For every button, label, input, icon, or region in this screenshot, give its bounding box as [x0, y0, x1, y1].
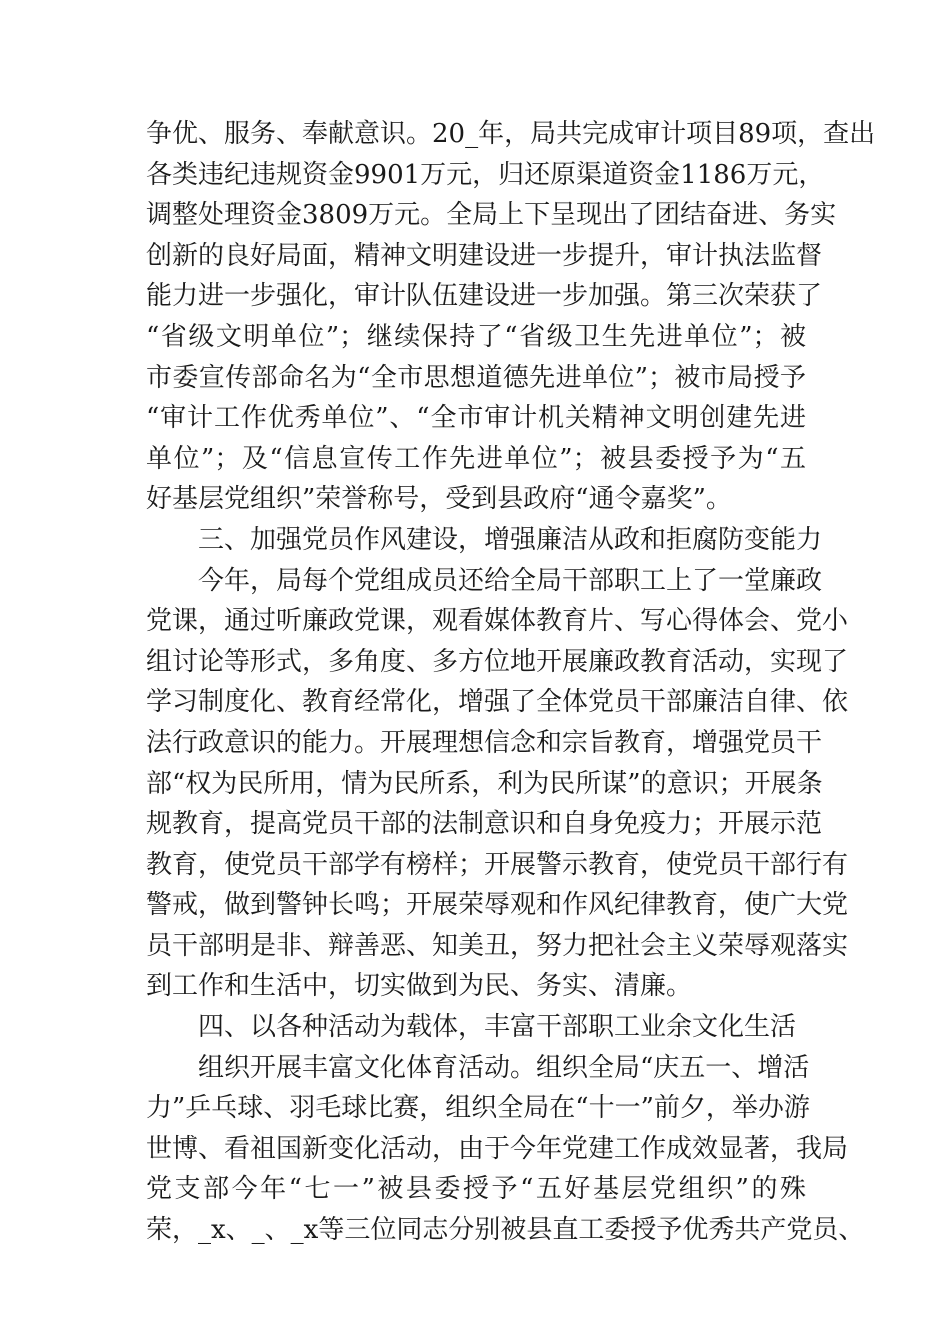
text-line: 党课，通过听廉政党课，观看媒体教育片、写心得体会、党小: [146, 606, 849, 637]
text-line: 市委宣传部命名为“全市思想道德先进单位”；被市局授予: [146, 362, 806, 393]
text-line: 好基层党组织”荣誉称号，受到县政府“通令嘉奖”。: [146, 484, 732, 515]
text-line: 警戒，做到警钟长鸣；开展荣辱观和作风纪律教育，使广大党: [146, 890, 849, 921]
paragraph-start: 组织开展丰富文化体育活动。组织全局“庆五一、增活: [198, 1052, 810, 1083]
text-line: 单位”；及“信息宣传工作先进单位”；被县委授予为“五: [146, 443, 806, 474]
text-line: 荣，_x、_、_x等三位同志分别被县直工委授予优秀共产党员、: [146, 1215, 865, 1246]
text-line: 教育，使党员干部学有榜样；开展警示教育，使党员干部行有: [146, 849, 849, 880]
text-line: 学习制度化、教育经常化，增强了全体党员干部廉洁自律、依: [146, 687, 849, 718]
text-line: 组讨论等形式，多角度、多方位地开展廉政教育活动，实现了: [146, 646, 849, 677]
section-heading: 四、以各种活动为载体，丰富干部职工业余文化生活: [198, 1012, 797, 1043]
text-line: 规教育，提高党员干部的法制意识和自身免疫力；开展示范: [146, 809, 823, 840]
text-line: “审计工作优秀单位”、“全市审计机关精神文明创建先进: [146, 403, 806, 434]
paragraph-start: 今年，局每个党组成员还给全局干部职工上了一堂廉政: [198, 565, 823, 596]
text-line: 到工作和生活中，切实做到为民、务实、清廉。: [146, 971, 693, 1002]
text-line: 党支部今年“七一”被县委授予“五好基层党组织”的殊: [146, 1174, 806, 1205]
text-line: 争优、服务、奉献意识。20_年，局共完成审计项目89项，查出: [146, 119, 876, 149]
text-line: 法行政意识的能力。开展理想信念和宗旨教育，增强党员干: [146, 727, 823, 758]
section-heading: 三、加强党员作风建设，增强廉洁从政和拒腐防变能力: [198, 524, 823, 555]
text-line: 创新的良好局面，精神文明建设进一步提升，审计执法监督: [146, 240, 823, 271]
text-line: 能力进一步强化，审计队伍建设进一步加强。第三次荣获了: [146, 281, 823, 312]
text-line: 部“权为民所用，情为民所系，利为民所谋”的意识；开展条: [146, 768, 823, 799]
text-line: 力”乒乓球、羽毛球比赛，组织全局在“十一”前夕，举办游: [146, 1093, 810, 1124]
text-line: 员干部明是非、辩善恶、知美丑，努力把社会主义荣辱观落实: [146, 930, 849, 961]
text-line: 世博、看祖国新变化活动，由于今年党建工作成效显著，我局: [146, 1133, 849, 1164]
text-line: 调整处理资金3809万元。全局上下呈现出了团结奋进、务实: [146, 200, 837, 231]
text-line: 各类违纪违规资金9901万元，归还原渠道资金1186万元，: [146, 159, 825, 190]
text-line: “省级文明单位”；继续保持了“省级卫生先进单位”；被: [146, 321, 806, 352]
document-body: [146, 114, 876, 1251]
